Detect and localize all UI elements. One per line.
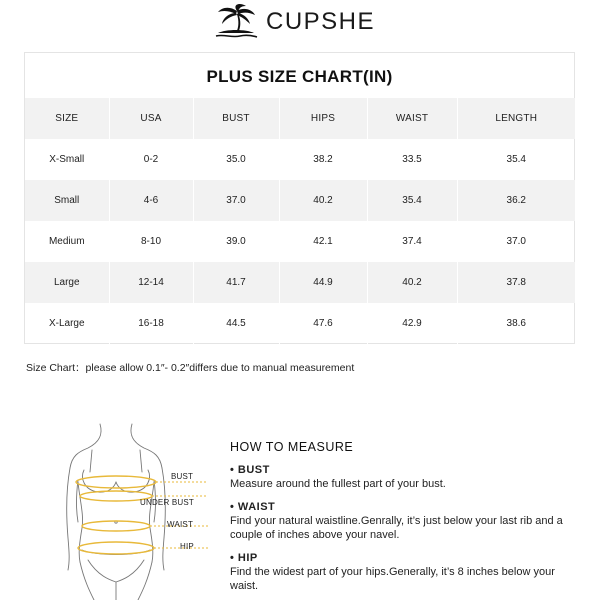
column-header: USA (109, 98, 193, 139)
measure-description: Find the widest part of your hips.Generally, it’s 8 inches below your waist. (230, 566, 555, 592)
measure-item-hip (230, 551, 570, 593)
table-cell: X-Small (25, 139, 109, 180)
table-cell: 41.7 (193, 262, 279, 303)
table-cell: 16-18 (109, 303, 193, 344)
table-cell: 35.4 (367, 180, 457, 221)
measure-heading: BUST (237, 464, 270, 476)
table-cell: Medium (25, 221, 109, 262)
table-cell: 37.4 (367, 221, 457, 262)
table-cell: 42.1 (279, 221, 367, 262)
under-bust-label: UNDER BUST (140, 498, 195, 507)
table-cell: 39.0 (193, 221, 279, 262)
measure-item-bust (230, 463, 570, 491)
size-table (25, 98, 575, 344)
table-cell: 36.2 (457, 180, 575, 221)
table-cell: 33.5 (367, 139, 457, 180)
table-cell: 37.0 (457, 221, 575, 262)
size-chart-note: Size Chart：please allow 0.1″- 0.2″differs due to manual measurement (26, 362, 355, 374)
waist-label: WAIST (167, 520, 194, 529)
measure-item-waist (230, 500, 570, 542)
measure-heading: HIP (237, 552, 258, 564)
palm-island-icon (210, 3, 262, 41)
table-cell: 44.9 (279, 262, 367, 303)
table-row (25, 221, 575, 262)
table-cell: 42.9 (367, 303, 457, 344)
how-to-measure (230, 440, 570, 602)
bullet-icon: • (230, 552, 235, 564)
measure-description: Find your natural waistline.Genrally, it’s just below your last rib and a couple of inches above your navel. (230, 515, 563, 541)
table-cell: 37.0 (193, 180, 279, 221)
table-cell: 40.2 (279, 180, 367, 221)
table-cell: Large (25, 262, 109, 303)
table-cell: X-Large (25, 303, 109, 344)
table-cell: 38.2 (279, 139, 367, 180)
column-header: HIPS (279, 98, 367, 139)
column-header: BUST (193, 98, 279, 139)
hip-label: HIP (180, 542, 194, 551)
column-header: WAIST (367, 98, 457, 139)
table-cell: Small (25, 180, 109, 221)
brand-name: CUPSHE (266, 8, 376, 35)
table-cell: 35.0 (193, 139, 279, 180)
chart-title: PLUS SIZE CHART(IN) (206, 67, 393, 86)
brand-header (0, 0, 600, 44)
table-cell: 4-6 (109, 180, 193, 221)
table-cell: 12-14 (109, 262, 193, 303)
bullet-icon: • (230, 501, 235, 513)
table-row (25, 180, 575, 221)
bust-label: BUST (171, 472, 194, 481)
bullet-icon: • (230, 464, 235, 476)
table-header-row (25, 98, 575, 139)
table-cell: 38.6 (457, 303, 575, 344)
column-header: LENGTH (457, 98, 575, 139)
table-cell: 37.8 (457, 262, 575, 303)
table-cell: 35.4 (457, 139, 575, 180)
table-row (25, 303, 575, 344)
table-cell: 0-2 (109, 139, 193, 180)
how-to-measure-title: HOW TO MEASURE (230, 440, 354, 454)
table-row (25, 139, 575, 180)
table-row (25, 262, 575, 303)
table-cell: 47.6 (279, 303, 367, 344)
table-cell: 40.2 (367, 262, 457, 303)
table-cell: 8-10 (109, 221, 193, 262)
measure-heading: WAIST (237, 501, 276, 513)
measure-description: Measure around the fullest part of your bust. (230, 478, 446, 490)
column-header: SIZE (25, 98, 109, 139)
table-cell: 44.5 (193, 303, 279, 344)
